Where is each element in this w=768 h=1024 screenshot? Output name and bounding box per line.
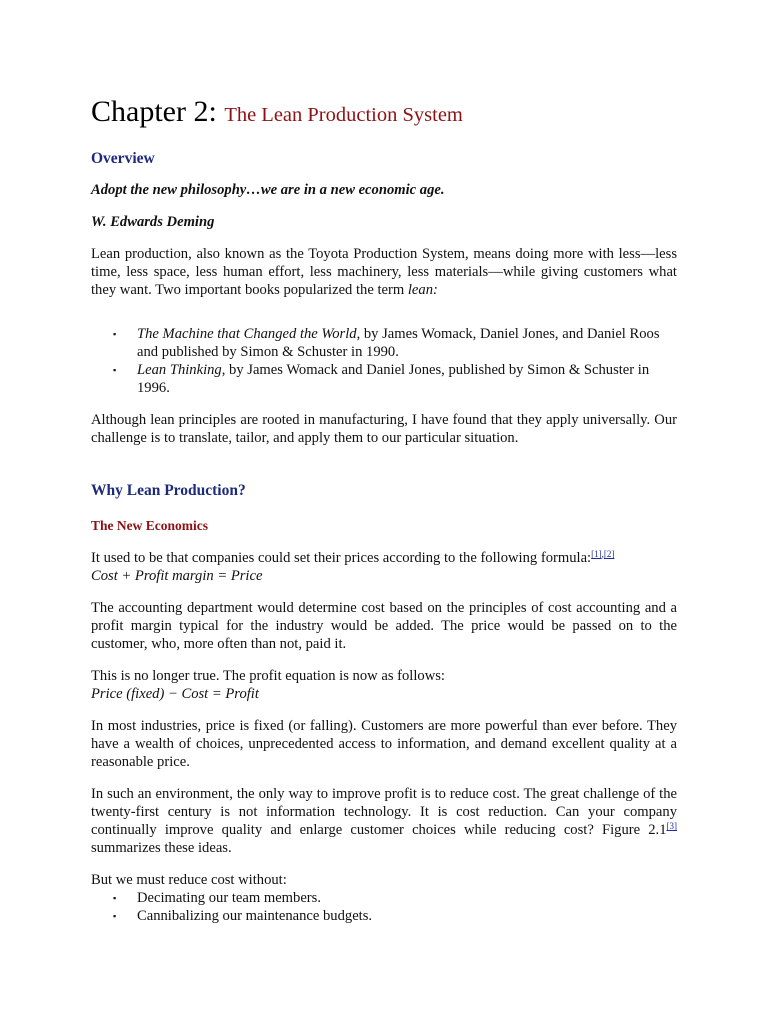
book-title: The Machine that Changed the World	[137, 326, 357, 342]
closing-paragraph: Although lean principles are rooted in manufacturing, I have found that they apply universally. Our challenge is to translate, tailor, and apply them to our particular situation.	[91, 412, 677, 446]
overview-heading: Overview	[91, 150, 155, 167]
formula-paragraph: It used to be that companies could set their prices according to the following formula:[1],[2] Cost + Profit margin = Price	[91, 549, 615, 584]
chapter-label: Chapter 2:	[91, 95, 217, 128]
old-formula: Cost + Profit margin = Price	[91, 568, 263, 584]
footnote-link-2[interactable]: [2]	[603, 549, 615, 559]
new-economics-subheading: The New Economics	[91, 518, 208, 533]
epigraph-quote: Adopt the new philosophy…we are in a new economic age.	[91, 182, 445, 198]
chapter-subtitle: The Lean Production System	[224, 104, 463, 126]
why-lean-heading: Why Lean Production?	[91, 482, 246, 499]
reduce-cost-paragraph: But we must reduce cost without:	[91, 872, 287, 888]
chapter-title	[91, 92, 677, 135]
accounting-paragraph: The accounting department would determine cost based on the principles of cost accounting and a profit margin typical for the industry would be added. The price would be passed on to the customer, who, more often than not, paid it.	[91, 600, 677, 652]
new-formula: Price (fixed) − Cost = Profit	[91, 686, 259, 702]
cost-reduction-paragraph: In such an environment, the only way to improve profit is to reduce cost. The great challenge of the twenty-first century is not information technology. It is cost reduction. Can your company continually improve quality and enlarge customer choices while reducing cost? Figure 2.1[3] summarizes these ideas.	[91, 786, 677, 856]
list-item: ▪ Cannibalizing our maintenance budgets.	[113, 908, 373, 924]
price-fixed-paragraph: In most industries, price is fixed (or falling). Customers are more powerful than ever before. They have a wealth of choices, unprecedented access to information, and demand excellent quality at a reasonable price.	[91, 718, 677, 770]
book-title: Lean Thinking	[137, 362, 222, 378]
bullet-icon: ▪	[113, 911, 117, 921]
list-item: ▪ The Machine that Changed the World, by James Womack, Daniel Jones, and Daniel Roos and published by Simon & Schuster in 1990.	[113, 326, 660, 360]
bullet-icon: ▪	[113, 365, 117, 375]
footnote-link-1[interactable]: [1]	[591, 549, 602, 559]
list-item: ▪ Decimating our team members.	[113, 890, 321, 906]
bullet-icon: ▪	[113, 893, 117, 903]
bullet-icon: ▪	[113, 329, 117, 339]
reduce-cost-list	[91, 889, 677, 925]
footnote-link-3[interactable]: [3]	[666, 821, 677, 831]
epigraph-author: W. Edwards Deming	[91, 214, 215, 230]
list-item: ▪ Lean Thinking, by James Womack and Daniel Jones, published by Simon & Schuster in 1996.	[113, 362, 650, 396]
books-list	[91, 325, 677, 397]
intro-paragraph: Lean production, also known as the Toyota Production System, means doing more with less—less time, less space, less human effort, less machinery, less materials—while giving customers what they want. Two important books popularized the term lean:	[91, 246, 677, 298]
lean-term: lean:	[407, 282, 438, 298]
profit-equation-paragraph: This is no longer true. The profit equation is now as follows: Price (fixed) − Cost = Profit	[91, 668, 445, 702]
